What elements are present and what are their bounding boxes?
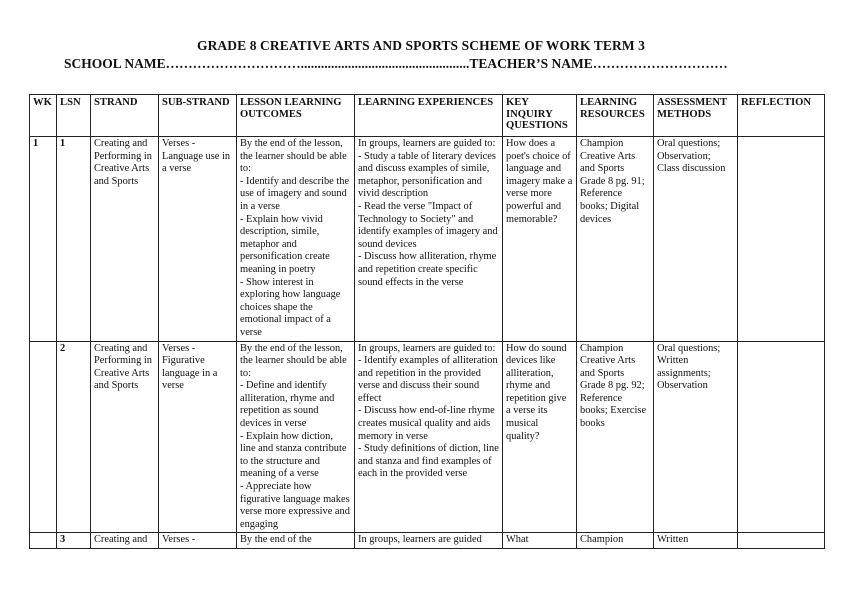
experience-line: - Study a table of literary devices and discuss examples of simile, metaphor, personification and vivid description [358, 150, 496, 200]
experience-line: In groups, learners are guided to: [358, 342, 496, 354]
outcome-line: - Explain how diction, line and stanza contribute to the structure and meaning of a verse [240, 430, 347, 480]
cell-strand: Creating and Performing in Creative Arts and Sports [91, 341, 159, 533]
cell-sub-strand: Verses - Language use in a verse [159, 137, 237, 342]
table-row [30, 341, 825, 533]
scheme-of-work-table [29, 94, 825, 549]
table-row [30, 533, 825, 549]
outcome-line: - Appreciate how figurative language makes verse more expressive and engaging [240, 481, 350, 530]
outcome-line: - Identify and describe the use of imagery and sound in a verse [240, 175, 350, 212]
table-row [30, 137, 825, 342]
outcome-line: - Explain how vivid description, simile, metaphor and personification create meaning in poetry [240, 213, 330, 275]
header-reflection: REFLECTION [738, 95, 825, 137]
cell-sub-strand: Verses - Figurative language in a verse [159, 341, 237, 533]
cell-strand: Creating and Performing in Creative Arts and Sports [91, 137, 159, 342]
cell-reflection [738, 137, 825, 342]
header-strand: STRAND [91, 95, 159, 137]
experience-line: - Discuss how end-of-line rhyme creates musical quality and aids memory in verse [358, 405, 495, 442]
school-teacher-line: SCHOOL NAME…………………………..................................................TEACHER’S NAME………………………… [64, 56, 728, 71]
cell-wk [30, 533, 57, 549]
header-questions: KEY INQUIRY QUESTIONS [503, 95, 577, 137]
experience-line: In groups, learners are guided [358, 534, 482, 546]
cell-questions: What [503, 533, 577, 549]
header-wk: WK [30, 95, 57, 137]
cell-experiences [355, 341, 503, 533]
cell-experiences [355, 533, 503, 549]
header-resources: LEARNING RESOURCES [577, 95, 654, 137]
cell-lsn: 1 [57, 137, 91, 342]
cell-questions: How does a poet's choice of language and imagery make a verse more powerful and memorable? [503, 137, 577, 342]
header-assessment: ASSESSMENT METHODS [654, 95, 738, 137]
header-sub-strand: SUB-STRAND [159, 95, 237, 137]
cell-experiences [355, 137, 503, 342]
cell-outcomes [237, 533, 355, 549]
cell-resources: Champion Creative Arts and Sports Grade 8 pg. 91; Reference books; Digital devices [577, 137, 654, 342]
cell-assessment: Oral questions; Observation; Class discussion [654, 137, 738, 342]
table-header-row [30, 95, 825, 137]
outcome-line: - Define and identify alliteration, rhyme and repetition as sound devices in verse [240, 380, 335, 430]
header-lsn: LSN [57, 95, 91, 137]
document-title: GRADE 8 CREATIVE ARTS AND SPORTS SCHEME OF WORK TERM 3 [196, 38, 646, 53]
cell-sub-strand: Verses - [159, 533, 237, 549]
cell-assessment: Written [654, 533, 738, 549]
cell-resources: Champion Creative Arts and Sports Grade 8 pg. 92; Reference books; Exercise books [577, 341, 654, 533]
outcome-line: - Show interest in exploring how language choices shape the emotional impact of a verse [240, 276, 341, 338]
experience-line: - Discuss how alliteration, rhyme and repetition create specific sound effects in the verse [358, 251, 497, 288]
experience-line: - Study definitions of diction, line and stanza and find examples of each in the provided verse [358, 443, 499, 480]
cell-outcomes [237, 341, 355, 533]
header-outcomes: LESSON LEARNING OUTCOMES [237, 95, 355, 137]
experience-line: - Identify examples of alliteration and repetition in the provided verse and discuss their sound effect [358, 355, 498, 404]
cell-questions: How do sound devices like alliteration, rhyme and repetition give a verse its musical quality? [503, 341, 577, 533]
cell-lsn: 3 [57, 533, 91, 549]
cell-outcomes [237, 137, 355, 342]
outcome-line: By the end of the lesson, the learner should be able to: [240, 342, 347, 379]
experience-line: - Read the verse "Impact of Technology to Society" and identify examples of imagery and sound devices [358, 200, 498, 250]
cell-reflection [738, 341, 825, 533]
header-experiences: LEARNING EXPERIENCES [355, 95, 503, 137]
cell-wk: 1 [30, 137, 57, 342]
cell-assessment: Oral questions; Written assignments; Observation [654, 341, 738, 533]
cell-reflection [738, 533, 825, 549]
outcome-line: By the end of the [240, 534, 312, 546]
cell-lsn: 2 [57, 341, 91, 533]
cell-strand: Creating and [91, 533, 159, 549]
experience-line: In groups, learners are guided to: [358, 138, 496, 149]
cell-wk [30, 341, 57, 533]
cell-resources: Champion [577, 533, 654, 549]
outcome-line: By the end of the lesson, the learner should be able to: [240, 138, 347, 175]
